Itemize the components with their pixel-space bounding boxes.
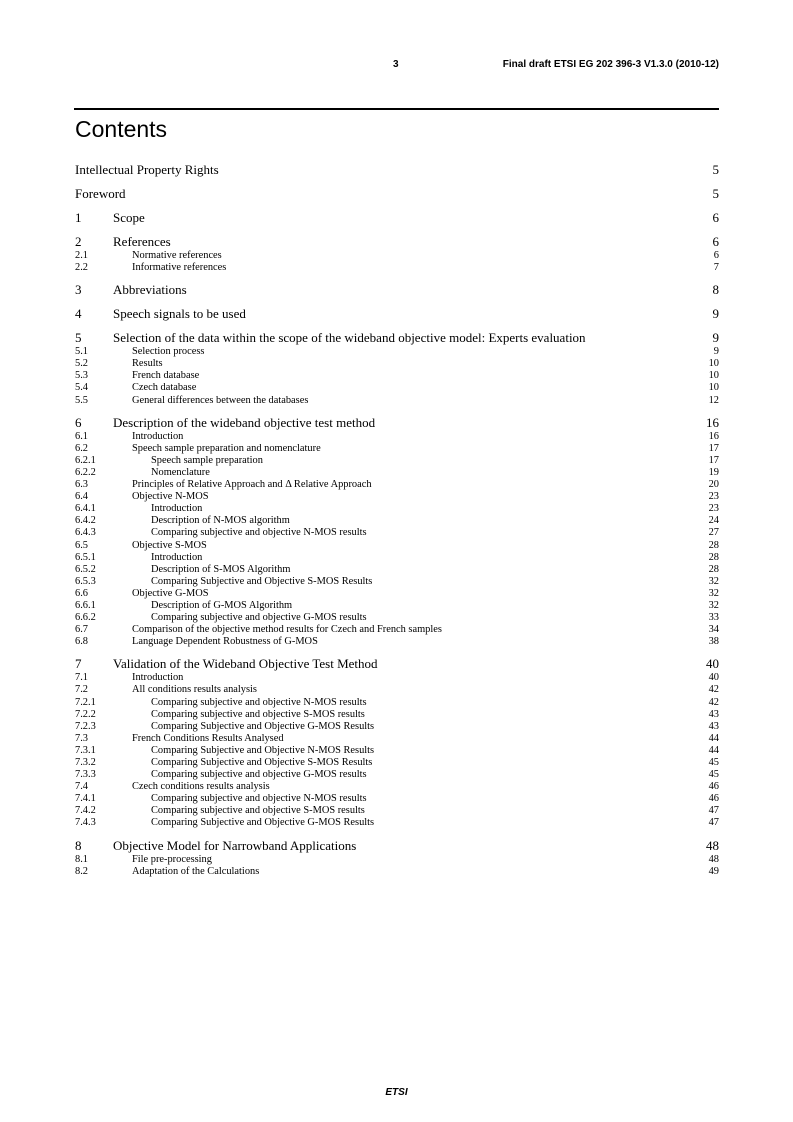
toc-entry-number: 6.3	[75, 479, 88, 491]
toc-entry-page: 10	[708, 370, 719, 382]
toc-entry-title: Validation of the Wideband Objective Test Method	[113, 656, 378, 672]
toc-entry[interactable]	[75, 234, 719, 250]
toc-entry-title: General differences between the databases	[132, 394, 309, 406]
toc-entry-title: Objective G-MOS	[132, 587, 209, 599]
toc-entry-number: 2.1	[75, 250, 88, 261]
toc-entry-page: 9	[713, 346, 719, 358]
toc-entry-page: 42	[708, 684, 719, 696]
toc-entry-number: 7.2	[75, 684, 88, 696]
toc-entry-title: Comparing Subjective and Objective S-MOS Results	[151, 757, 373, 768]
toc-entry-title: Scope	[113, 210, 145, 225]
toc-entry-number: 6.4	[75, 491, 88, 503]
toc-entry[interactable]	[75, 672, 719, 684]
toc-entry[interactable]	[75, 781, 719, 793]
toc-entry[interactable]	[75, 697, 719, 709]
toc-entry-number: 8.2	[75, 865, 88, 877]
toc-entry-number: 6.8	[75, 636, 88, 648]
toc-entry-number: 6.5.3	[75, 575, 96, 587]
toc-entry-title: Objective Model for Narrowband Applications	[113, 837, 357, 853]
toc-entry-number: 8.1	[75, 853, 88, 865]
toc-entry-title: Introduction	[132, 672, 184, 684]
toc-entry-number: 7.4.2	[75, 805, 96, 817]
toc-entry-page: 45	[708, 757, 719, 768]
toc-entry-title: Comparing Subjective and Objective G-MOS Results	[151, 817, 375, 829]
toc-entry-title: Comparing subjective and objective G-MOS results	[151, 769, 367, 781]
toc-entry-page: 49	[708, 865, 719, 877]
toc-entry-page: 33	[708, 612, 719, 624]
toc-entry-title: Czech conditions results analysis	[132, 781, 270, 793]
toc-entry[interactable]	[75, 612, 719, 624]
toc-entry[interactable]	[75, 210, 719, 226]
toc-entry-number: 7.3.2	[75, 757, 96, 768]
toc-entry-page: 46	[708, 793, 719, 805]
toc-entry[interactable]	[75, 588, 719, 600]
toc-entry[interactable]	[75, 282, 719, 298]
toc-entry-number: 5.5	[75, 394, 88, 406]
toc-entry[interactable]	[75, 503, 719, 515]
toc-entry-page: 43	[708, 708, 719, 720]
toc-entry-page: 32	[708, 599, 719, 611]
toc-entry-title: Comparing subjective and objective N-MOS results	[151, 527, 367, 539]
toc-entry-title: Introduction	[151, 503, 203, 515]
toc-entry-title: Normative references	[132, 250, 222, 261]
toc-entry[interactable]	[75, 467, 719, 479]
toc-entry-title: File pre-processing	[132, 853, 212, 865]
toc-entry-page: 5	[712, 186, 719, 201]
toc-entry-page: 40	[708, 672, 719, 684]
toc-entry-title: Speech signals to be used	[113, 306, 246, 322]
toc-entry-title: Adaptation of the Calculations	[132, 865, 260, 877]
toc-entry-title: French Conditions Results Analysed	[132, 732, 284, 744]
toc-entry-page: 48	[706, 837, 719, 853]
toc-entry-page: 28	[708, 551, 719, 563]
page-number: 3	[393, 59, 399, 70]
toc-entry-number: 7.2.3	[75, 720, 96, 732]
toc-entry[interactable]	[75, 721, 719, 733]
toc-entry-number: 2.2	[75, 262, 88, 274]
toc-entry-title: All conditions results analysis	[132, 684, 257, 696]
toc-entry-page: 32	[708, 587, 719, 599]
toc-entry-title: Description of the wideband objective test method	[113, 414, 376, 430]
table-of-contents	[75, 162, 719, 878]
toc-entry[interactable]	[75, 866, 719, 878]
toc-entry[interactable]	[75, 636, 719, 648]
toc-entry[interactable]	[75, 817, 719, 829]
toc-entry-title: Comparing subjective and objective S-MOS results	[151, 708, 365, 720]
toc-entry[interactable]	[75, 455, 719, 467]
toc-entry[interactable]	[75, 443, 719, 455]
toc-entry-number: 6.7	[75, 624, 88, 636]
toc-entry-number: 7.2.1	[75, 696, 96, 708]
toc-entry-page: 10	[708, 382, 719, 394]
toc-entry-page: 44	[708, 732, 719, 744]
toc-entry-number: 7.1	[75, 672, 88, 684]
toc-entry[interactable]	[75, 552, 719, 564]
toc-entry-page: 47	[708, 805, 719, 817]
toc-entry-title: French database	[132, 370, 200, 382]
toc-entry-number: 7.4	[75, 781, 88, 793]
toc-entry-number: 6.6	[75, 587, 88, 599]
page-title: Contents	[75, 116, 168, 142]
toc-entry-page: 23	[708, 503, 719, 515]
toc-entry-number: 7.3.1	[75, 744, 96, 756]
toc-entry[interactable]	[75, 576, 719, 588]
toc-entry-title: Description of S-MOS Algorithm	[151, 563, 291, 575]
toc-entry-title: Description of N-MOS algorithm	[151, 515, 290, 527]
toc-entry[interactable]	[75, 769, 719, 781]
toc-entry-number: 6.6.2	[75, 612, 96, 624]
toc-entry[interactable]	[75, 854, 719, 866]
toc-entry-title: Comparing subjective and objective G-MOS results	[151, 612, 367, 624]
toc-entry-page: 24	[708, 515, 719, 527]
toc-entry-number: 6.1	[75, 430, 88, 442]
toc-entry[interactable]	[75, 415, 719, 431]
toc-entry[interactable]	[75, 656, 719, 672]
toc-entry-page: 27	[708, 527, 719, 539]
toc-entry-title: Comparing subjective and objective S-MOS results	[151, 805, 365, 817]
toc-entry[interactable]	[75, 186, 719, 202]
toc-entry-title: Results	[132, 358, 163, 370]
toc-entry-number: 3	[75, 282, 82, 298]
toc-entry-number: 6.4.2	[75, 515, 96, 527]
toc-entry-page: 23	[708, 491, 719, 503]
toc-entry-title: Objective S-MOS	[132, 539, 207, 551]
toc-entry[interactable]	[75, 370, 719, 382]
toc-entry-title: Comparing Subjective and Objective S-MOS Results	[151, 575, 373, 587]
toc-entry-page: 9	[712, 306, 719, 322]
toc-entry-page: 45	[708, 769, 719, 781]
toc-entry-page: 9	[712, 330, 719, 346]
toc-entry-title: Comparing subjective and objective N-MOS results	[151, 793, 367, 805]
toc-entry-page: 47	[708, 817, 719, 829]
toc-entry[interactable]	[75, 491, 719, 503]
toc-entry-page: 16	[706, 414, 719, 430]
toc-entry-title: Speech sample preparation	[151, 454, 263, 466]
header-rule	[74, 108, 719, 110]
toc-entry-number: 7.3.3	[75, 769, 96, 781]
toc-entry[interactable]	[75, 757, 719, 769]
toc-entry[interactable]	[75, 793, 719, 805]
toc-entry-number: 6.6.1	[75, 599, 96, 611]
toc-entry[interactable]	[75, 162, 719, 178]
toc-entry-page: 28	[708, 563, 719, 575]
toc-entry-number: 5.4	[75, 382, 88, 394]
toc-entry-page: 28	[708, 539, 719, 551]
toc-entry-number: 4	[75, 306, 82, 322]
toc-entry-page: 6	[712, 234, 719, 249]
toc-entry-number: 5.1	[75, 346, 88, 358]
toc-entry-number: 6.5.2	[75, 563, 96, 575]
toc-entry[interactable]	[75, 564, 719, 576]
toc-entry-page: 34	[708, 624, 719, 636]
toc-entry[interactable]	[75, 805, 719, 817]
toc-entry-page: 38	[708, 636, 719, 648]
toc-entry-number: 6.5	[75, 539, 88, 551]
toc-entry-title: Informative references	[132, 262, 227, 274]
toc-entry-number: 7	[75, 656, 82, 672]
toc-entry-page: 8	[712, 282, 719, 298]
toc-entry-title: Selection of the data within the scope of the wideband objective model: Experts evaluation	[113, 330, 586, 346]
toc-entry-page: 19	[708, 466, 719, 478]
toc-entry[interactable]	[75, 262, 719, 274]
toc-entry-number: 1	[75, 210, 82, 225]
toc-entry[interactable]	[75, 395, 719, 407]
toc-entry-number: 5.2	[75, 358, 88, 370]
toc-entry-title: Principles of Relative Approach and Δ Relative Approach	[132, 479, 372, 491]
toc-entry-title: Comparing Subjective and Objective N-MOS Results	[151, 744, 375, 756]
toc-entry-page: 10	[708, 358, 719, 370]
toc-entry-number: 2	[75, 234, 82, 249]
toc-entry[interactable]	[75, 745, 719, 757]
toc-entry-page: 20	[708, 479, 719, 491]
toc-entry-title: Speech sample preparation and nomenclature	[132, 442, 321, 454]
toc-entry-title: Introduction	[132, 430, 184, 442]
footer-etsi: ETSI	[385, 1087, 408, 1098]
toc-entry[interactable]	[75, 709, 719, 721]
toc-entry-page: 16	[708, 430, 719, 442]
toc-entry-number: 6.2	[75, 442, 88, 454]
toc-entry[interactable]	[75, 527, 719, 539]
toc-entry-title: Czech database	[132, 382, 197, 394]
toc-entry[interactable]	[75, 346, 719, 358]
toc-entry-page: 5	[712, 162, 719, 177]
toc-entry-page: 7	[713, 262, 719, 274]
toc-entry-title: Nomenclature	[151, 466, 210, 478]
toc-entry-number: 5.3	[75, 370, 88, 382]
toc-entry-page: 43	[708, 720, 719, 732]
toc-entry-page: 46	[708, 781, 719, 793]
toc-entry-number: 6.2.1	[75, 454, 96, 466]
toc-entry-page: 6	[713, 250, 719, 261]
toc-entry-number: 7.3	[75, 732, 88, 744]
toc-entry-page: 12	[708, 394, 719, 406]
toc-entry-page: 6	[712, 210, 719, 225]
toc-entry-title: Introduction	[151, 551, 203, 563]
toc-entry[interactable]	[75, 250, 719, 262]
toc-entry-page: 17	[708, 442, 719, 454]
toc-entry[interactable]	[75, 624, 719, 636]
toc-entry-number: 6	[75, 414, 82, 430]
toc-entry-number: 8	[75, 837, 82, 853]
toc-entry-title: Objective N-MOS	[132, 491, 209, 503]
toc-entry-title: Intellectual Property Rights	[75, 162, 219, 177]
toc-entry-title: Foreword	[75, 186, 126, 201]
toc-entry[interactable]	[75, 515, 719, 527]
toc-entry-title: References	[113, 234, 171, 249]
toc-entry-number: 6.5.1	[75, 551, 96, 563]
toc-entry[interactable]	[75, 540, 719, 552]
document-identifier: Final draft ETSI EG 202 396-3 V1.3.0 (2010-12)	[502, 59, 719, 70]
toc-entry-number: 7.4.3	[75, 817, 96, 829]
toc-entry-number: 7.4.1	[75, 793, 96, 805]
toc-entry-number: 6.4.3	[75, 527, 96, 539]
toc-entry-page: 42	[708, 696, 719, 708]
toc-entry-number: 6.4.1	[75, 503, 96, 515]
toc-entry-page: 44	[708, 744, 719, 756]
toc-entry[interactable]	[75, 733, 719, 745]
toc-entry-page: 32	[708, 575, 719, 587]
toc-entry-number: 7.2.2	[75, 708, 96, 720]
toc-entry[interactable]	[75, 358, 719, 370]
toc-entry-title: Comparing subjective and objective N-MOS results	[151, 696, 367, 708]
toc-entry-title: Description of G-MOS Algorithm	[151, 599, 293, 611]
toc-entry[interactable]	[75, 431, 719, 443]
toc-entry-page: 40	[706, 656, 719, 672]
toc-entry[interactable]	[75, 382, 719, 394]
toc-entry-page: 48	[708, 853, 719, 865]
toc-entry[interactable]	[75, 479, 719, 491]
toc-entry[interactable]	[75, 684, 719, 696]
toc-entry[interactable]	[75, 838, 719, 854]
toc-entry-title: Language Dependent Robustness of G-MOS	[132, 636, 318, 648]
toc-entry-title: Selection process	[132, 346, 205, 358]
toc-entry-number: 5	[75, 330, 82, 346]
toc-entry-title: Comparison of the objective method results for Czech and French samples	[132, 624, 442, 636]
toc-entry-title: Abbreviations	[113, 282, 187, 298]
toc-entry-number: 6.2.2	[75, 466, 96, 478]
toc-entry[interactable]	[75, 600, 719, 612]
toc-entry[interactable]	[75, 306, 719, 322]
toc-entry-title: Comparing Subjective and Objective G-MOS Results	[151, 720, 375, 732]
toc-entry-page: 17	[708, 454, 719, 466]
toc-entry[interactable]	[75, 330, 719, 346]
